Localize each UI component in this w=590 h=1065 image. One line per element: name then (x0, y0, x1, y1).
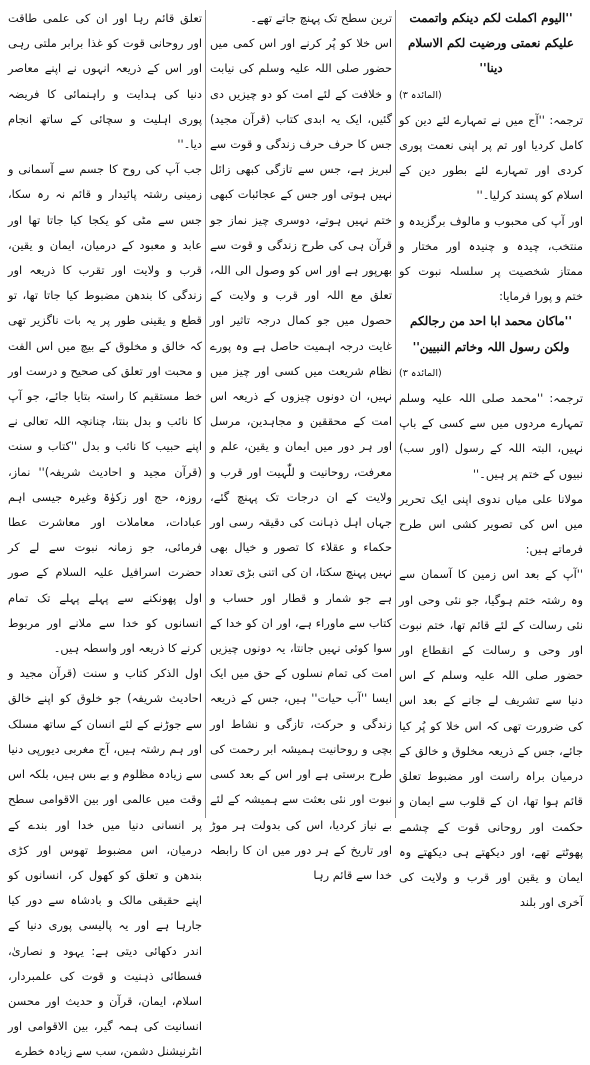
text-column-right (399, 6, 583, 910)
text-column-left (8, 6, 202, 1059)
paragraph: اس خلا کو پُر کرنے اور اس کمی میں حضور صلی اللہ علیہ وسلم کی نیابت و خلافت کے لئے امت کو دو چیزیں دی گئیں، ایک یہ ابدی کتاب (قرآن مجید) جس کا حرف حرف زندگی و قوت سے لبریز ہے، جس سے تازگی کبھی زائل نہیں ہوتی اور جس کے عجائبات کبھی ختم نہیں ہوتے، دوسری چیز نماز جو قرآن ہی کی طرح زندگی و قوت سے بھرپور ہے اور اس کو وصول الی اللہ، تعلق مع اللہ اور قرب و ولایت کے حصول میں جو کمال درجہ تاثیر اور غایت درجہ اہمیت حاصل ہے وہ پورے نظام شریعت میں کسی اور چیز میں نہیں، ان دونوں چیزوں کے ذریعہ اس امت کے محققین و مجاہدین، مرسل اور ہر دور میں ایمان و یقین، علم و معرفت، روحانیت و للّٰہیت اور قرب و ولایت کے ان درجات تک پہنچ گئے، جہاں اہل ذہانت کی دقیقہ رسی اور حکماء و عقلاء کا تصور و خیال بھی نہیں پہنچ سکتا، ان کی اتنی بڑی تعداد ہے جو شمار و قطار اور حساب و کتاب سے ماوراء ہے، اور ان کو خدا کے سوا کوئی نہیں جانتا، یہ دونوں چیزیں امت کی تمام نسلوں کے حق میں ایک ایسا ''آب حیات'' ہیں، جس کے ذریعہ زندگی و حرکت، تازگی و نشاط اور بچی و روحانیت ہمیشہ ابر رحمت کی طرح برستی ہے اور اس کے بعد کسی نبوت اور نئی بعثت سے ہمیشہ کے لئے بے نیاز کردیا، اس کی بدولت ہر موڑ اور تاریخ کے ہر دور میں ان کا رابطہ خدا سے قائم رہا (210, 36, 392, 882)
column-divider (205, 10, 206, 818)
verse-reference: (المائدہ ۳) (399, 367, 442, 379)
verse-translation: ترجمہ: ''آج میں نے تمہارے لئے دین کو کامل کردیا اور تم پر اپنی نعمت پوری کردی اور تمہارے لئے بطور دین کے اسلام کو پسند کرلیا۔'' (399, 112, 583, 203)
text-column-middle (210, 6, 392, 882)
verse-translation: ترجمہ: ''محمد صلی اللہ علیہ وسلم تمہارے مردوں میں سے کسی کے باپ نہیں، البتہ اللہ کے رسول (اور سب) نبیوں کے ختم پر ہیں۔'' (399, 391, 583, 481)
paragraph: مولانا علی میاں ندوی اپنی ایک تحریر میں اس کی تصویر کشی اس طرح فرماتے ہیں: (399, 491, 583, 557)
block-quotation: ''آپ کے بعد اس زمین کا آسمان سے وہ رشتہ ختم ہوگیا، جو نئی وحی اور نئی رسالت کے لئے قائم تھا، ختم نبوت اور وحی و رسالت کے انقطاع اور حضور صلی اللہ علیہ وسلم کے اس دنیا سے تشریف لے جانے کے بعد اس کی ضرورت تھی کہ اس خلا کو پُر کیا جائے، جس کے ذریعہ مخلوق و خالق کے درمیان براہ راست اور مضبوط تعلق قائم ہوا تھا، ان کے قلوب سے ایمان و حکمت اور روحانی قوت کے چشمے پھوٹتے تھے، اور دیکھتے ہی دیکھتے وہ ایمان و یقین اور قرب و ولایت کی آخری اور بلند (399, 567, 583, 910)
quranic-verse: ''ماکان محمد ابا احد من رجالکم ولکن رسول اللہ وخاتم النبیین'' (410, 314, 572, 354)
paragraph: اور آپ کی محبوب و مالوف برگزیدہ و منتخب، چیدہ و چنیدہ اور مختار و ممتاز شخصیت پر سلسلہ نبوت کو ختم و پورا فرمایا: (399, 213, 583, 304)
column-divider (395, 10, 396, 818)
paragraph: اول الذکر کتاب و سنت (قرآن مجید و احادیث شریفہ) جو خلوق کو اپنے خالق سے جوڑنے کے لئے انسان کے ساتھ مسلک اور ہم رشتہ ہیں، آج مغربی دیورپی دنیا سے زیادہ مظلوم و بے بس ہیں، بلکہ اس وقت میں عالمی اور بین الاقوامی سطح پر انسانی دنیا میں خدا اور بندے کے درمیان، اس مضبوط تھوس اور کڑی بندھن و تعلق کو کھول کر، انسانوں کو اپنے حقیقی مالک و بادشاہ سے دور کیا جارہا ہے اور یہ پالیسی پوری دنیا کے اندر دکھائی دیتی ہے: یہود و نصاریٰ، فسطائی ذہنیت و قوت کی علمبردار، اسلام، ایمان، قرآن و حدیث اور محسن انسانیت کی ہمہ گیر، بین الاقوامی اور انٹرنیشنل دشمن، سب سے زیادہ خطرے (8, 666, 202, 1059)
paragraph-continuation: ترین سطح تک پہنچ جاتے تھے۔ (250, 11, 392, 25)
verse-reference: (المائدہ ۳) (399, 89, 442, 101)
paragraph: جب آپ کی روح کا جسم سے آسمانی و زمینی رشتہ پائیدار و قائم نہ رہ سکا، جس سے مٹی کو یکجا کیا جاتا تھا اور عابد و معبود کے درمیان، ایمان و یقین، قرب و ولایت اور تقرب کا ذریعہ اور زندگی کا بندھن مضبوط کیا جاتا تھا، تو قطع و یقینی طور پر یہ بات ناگزیر تھی کہ خالق و مخلوق کے بیچ میں اس الفت و محبت اور تعلق کی صحیح و درست اور خط مستقیم کا راستہ بتایا جائے، جو آپ کا نائب و بدل بنتا، چنانچہ اللہ تعالی نے اپنے حبیب کا نائب و بدل ''کتاب و سنت (قرآن مجید و احادیث شریفہ)'' نماز، روزہ، حج اور زکوٰۃ وغیرہ جیسی اہم عبادات، معاملات اور معاشرت عطا فرمائی، جو زمانہ نبوت سے لے کر حضرت اسرافیل علیہ السلام کے صور اول پھونکنے سے پہلے پہلے تک تمام انسانوں کو خدا سے ملانے اور مربوط کرنے کا ذریعہ اور واسطہ ہیں۔ (8, 162, 202, 656)
quranic-verse: ''الیوم اکملت لکم دینکم واتممت علیکم نعمتی ورضیت لکم الاسلام دینا'' (407, 11, 575, 76)
paragraph-continuation: تعلق قائم رہا اور ان کی علمی طاقت اور روحانی قوت کو غذا برابر ملتی رہی اور اس کے ذریعہ انہوں نے اپنے معاصر دنیا کی ہدایت و راہنمائی کا فریضہ پوری اہلیت و سچائی کے ساتھ انجام دیا۔'' (8, 11, 202, 152)
